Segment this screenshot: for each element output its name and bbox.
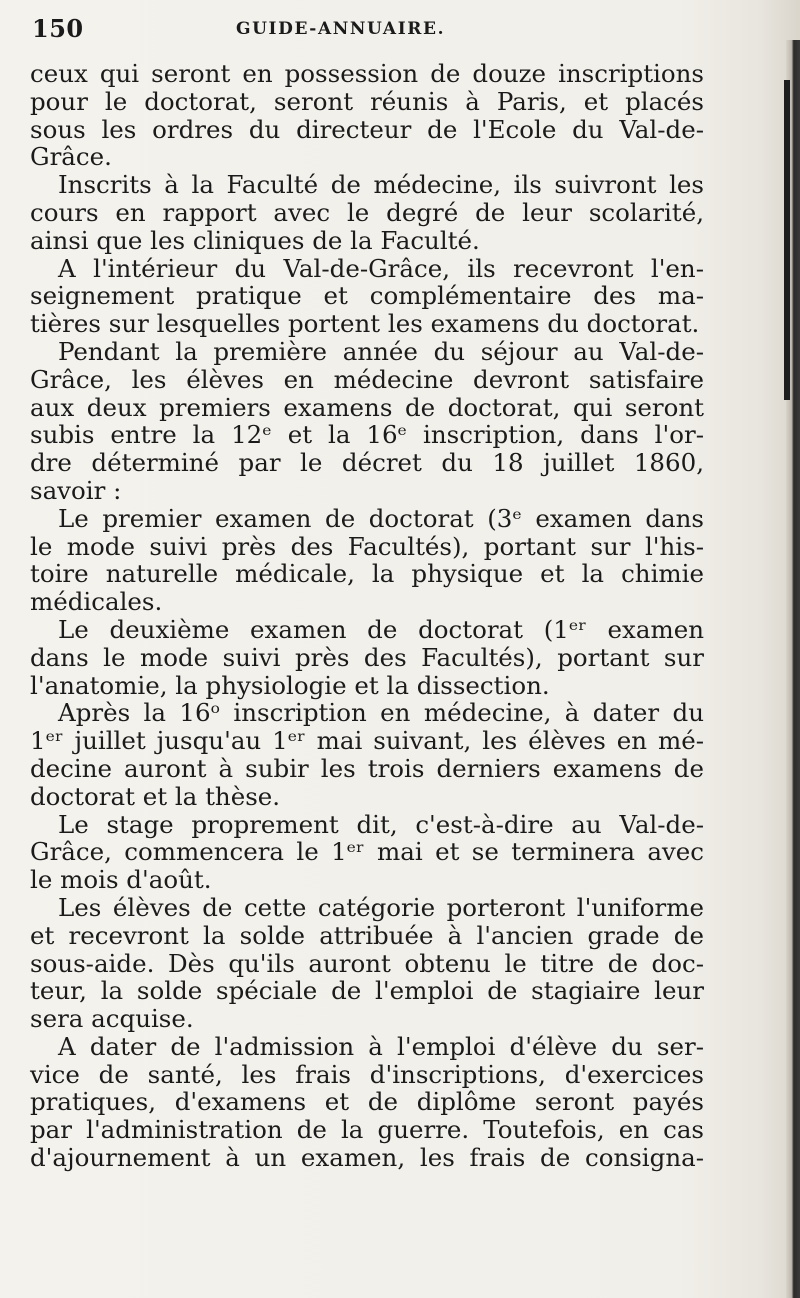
text-line: pour le doctorat, seront réunis à Paris, et placés	[30, 86, 704, 116]
text-line: 1ᵉʳ juillet jusqu'au 1ᵉʳ mai suivant, les élèves en mé-	[30, 726, 704, 756]
text-line: pratiques, d'examens et de diplôme seront payés	[30, 1087, 704, 1117]
paragraph	[30, 255, 704, 338]
text-line: d'ajournement à un examen, les frais de consigna-	[30, 1143, 704, 1173]
text-line: dans le mode suivi près des Facultés), portant sur	[30, 642, 704, 672]
text-line: médicales.	[30, 587, 163, 617]
text-line: aux deux premiers examens de doctorat, qui seront	[30, 392, 704, 422]
text-line: A l'intérieur du Val-de-Grâce, ils recevront l'en-	[58, 253, 704, 283]
text-line: Grâce, commencera le 1ᵉʳ mai et se terminera avec	[30, 837, 704, 867]
text-line: dre déterminé par le décret du 18 juillet 1860,	[30, 448, 704, 478]
text-line: toire naturelle médicale, la physique et la chimie	[30, 559, 704, 589]
text-line: et recevront la solde attribuée à l'ancien grade de	[30, 920, 704, 950]
text-line: teur, la solde spéciale de l'emploi de stagiaire leur	[30, 976, 704, 1006]
text-line: ceux qui seront en possession de douze inscriptions	[30, 59, 704, 88]
text-line: cours en rapport avec le degré de leur scolarité,	[30, 197, 704, 227]
text-line: doctorat et la thèse.	[30, 781, 281, 811]
page-number: 150	[32, 14, 84, 43]
text-line: sera acquise.	[30, 1004, 194, 1034]
text-line: par l'administration de la guerre. Toutefois, en cas	[30, 1115, 704, 1145]
text-line: Après la 16ᵒ inscription en médecine, à dater du	[58, 698, 704, 728]
text-line: le mois d'août.	[30, 865, 212, 895]
paragraph	[30, 338, 704, 505]
paragraph	[30, 60, 704, 171]
page-header	[32, 14, 722, 44]
text-line: sous les ordres du directeur de l'Ecole du Val-de-	[30, 114, 704, 144]
text-line: Le deuxième examen de doctorat (1ᵉʳ examen	[58, 614, 704, 644]
text-line: tières sur lesquelles portent les examens du doctorat.	[30, 309, 700, 339]
paragraph	[30, 894, 704, 1033]
text-line: Le premier examen de doctorat (3ᵉ examen dans	[58, 503, 704, 533]
paragraph	[30, 699, 704, 810]
text-line: le mode suivi près des Facultés), portant sur l'his-	[30, 531, 704, 561]
binding-edge-mark	[784, 80, 790, 400]
paragraph	[30, 171, 704, 254]
text-line: sous-aide. Dès qu'ils auront obtenu le titre de doc-	[30, 948, 704, 978]
text-line: Grâce.	[30, 142, 112, 172]
text-line: Le stage proprement dit, c'est-à-dire au Val-de-	[58, 809, 704, 839]
paragraph	[30, 616, 704, 699]
text-line: Pendant la première année du séjour au Val-de-	[58, 336, 704, 366]
text-line: vice de santé, les frais d'inscriptions, d'exercices	[30, 1059, 704, 1089]
text-line: Grâce, les élèves en médecine devront satisfaire	[30, 364, 704, 394]
text-line: seignement pratique et complémentaire des ma-	[30, 281, 704, 311]
text-line: decine auront à subir les trois derniers examens de	[30, 753, 704, 783]
paragraph	[30, 1033, 704, 1172]
text-line: ainsi que les cliniques de la Faculté.	[30, 225, 480, 255]
paragraph	[30, 811, 704, 894]
text-line: l'anatomie, la physiologie et la dissection.	[30, 670, 550, 700]
text-line: Les élèves de cette catégorie porteront l'uniforme	[58, 892, 704, 922]
text-line: subis entre la 12ᵉ et la 16ᵉ inscription, dans l'or-	[30, 420, 704, 450]
paragraph	[30, 505, 704, 616]
running-head: GUIDE-ANNUAIRE.	[236, 19, 446, 39]
text-line: A dater de l'admission à l'emploi d'élève du ser-	[58, 1031, 704, 1061]
body-text	[30, 60, 704, 1172]
text-line: savoir :	[30, 475, 122, 505]
text-line: Inscrits à la Faculté de médecine, ils suivront les	[58, 170, 704, 200]
